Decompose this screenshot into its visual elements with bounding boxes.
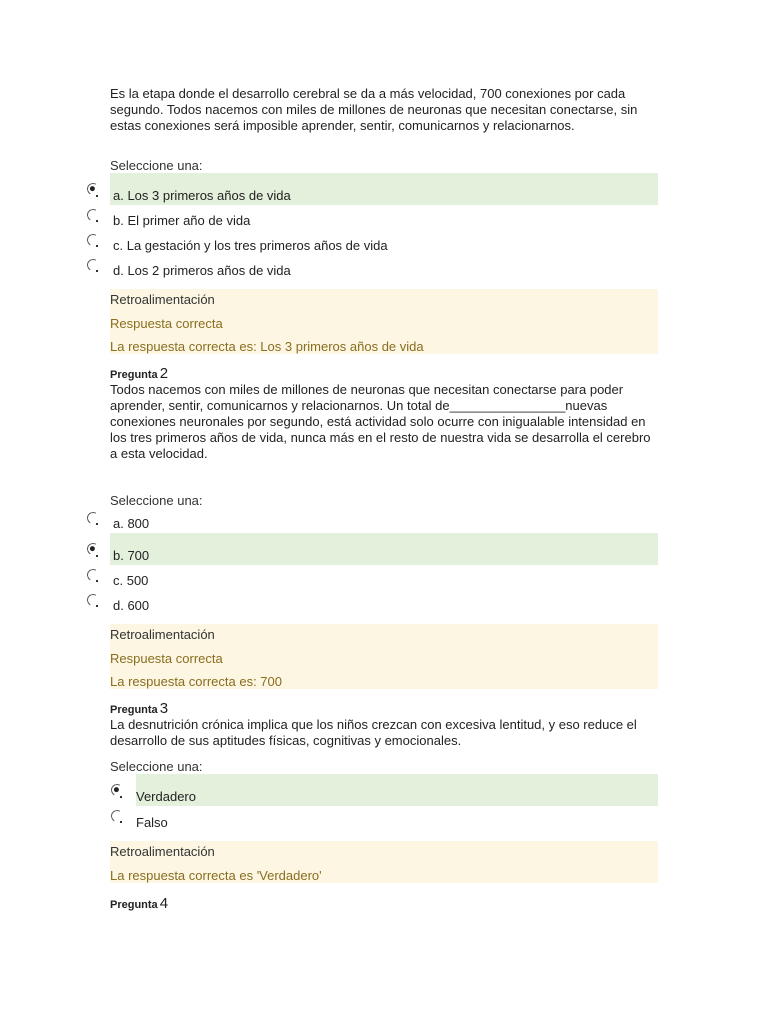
feedback-title: Retroalimentación	[110, 292, 215, 307]
q1-radio-d[interactable]	[86, 258, 101, 273]
question-3-heading	[110, 700, 168, 717]
q3-option-true-label: Verdadero	[136, 789, 196, 804]
feedback-title: Retroalimentación	[110, 844, 215, 859]
question-number: 2	[159, 365, 169, 382]
feedback-title: Retroalimentación	[110, 627, 215, 642]
feedback-correct-answer: La respuesta correcta es 'Verdadero'	[110, 868, 322, 883]
q2-option-a-label: a. 800	[113, 516, 150, 531]
question-number: 4	[159, 895, 169, 912]
question-label: Pregunta	[110, 704, 158, 716]
question-3-select-prompt: Seleccione una:	[110, 759, 203, 774]
question-2-heading	[110, 365, 168, 382]
question-label: Pregunta	[110, 899, 158, 911]
q2-option-a[interactable]	[110, 501, 658, 533]
q2-option-d[interactable]	[110, 583, 658, 615]
q1-radio-b[interactable]	[86, 208, 101, 223]
q3-option-false-label: Falso	[136, 815, 168, 830]
q2-radio-b[interactable]	[86, 542, 101, 557]
radio-dot-icon	[96, 270, 98, 272]
q2-radio-a[interactable]	[86, 511, 101, 526]
radio-dot-icon	[96, 195, 98, 197]
q2-option-d-label: d. 600	[113, 598, 150, 613]
question-2-select-prompt: Seleccione una:	[110, 493, 203, 508]
q3-option-false[interactable]	[110, 800, 658, 832]
radio-dot-icon	[96, 220, 98, 222]
q1-option-a-label: a. Los 3 primeros años de vida	[113, 188, 291, 203]
radio-dot-icon	[120, 821, 122, 823]
feedback-status: Respuesta correcta	[110, 316, 223, 331]
question-number: 3	[159, 700, 169, 717]
q2-radio-d[interactable]	[86, 593, 101, 608]
radio-dot-icon	[120, 796, 122, 798]
q2-option-c-label: c. 500	[113, 573, 149, 588]
q1-radio-c[interactable]	[86, 233, 101, 248]
question-1-select-prompt: Seleccione una:	[110, 158, 203, 173]
q1-option-d[interactable]	[110, 248, 658, 280]
question-4-heading	[110, 895, 168, 912]
q1-option-d-label: d. Los 2 primeros años de vida	[113, 263, 291, 278]
radio-dot-icon	[96, 523, 98, 525]
question-3-feedback	[110, 841, 658, 883]
question-3-text: La desnutrición crónica implica que los niños crezcan con excesiva lentitud, y eso reduce el desarrollo de sus aptitudes físicas, cognitivas y emocionales.	[110, 717, 637, 748]
radio-dot-icon	[96, 245, 98, 247]
question-1-text: Es la etapa donde el desarrollo cerebral se da a más velocidad, 700 conexiones por cada segundo. Todos nacemos con miles de millones de neuronas que necesitan conectarse, sin estas conexiones será imposible aprender, sentir, comunicarnos y relacionarnos.	[110, 86, 638, 133]
feedback-correct-answer: La respuesta correcta es: Los 3 primeros años de vida	[110, 339, 424, 354]
question-2-feedback	[110, 624, 658, 689]
question-2-text: Todos nacemos con miles de millones de neuronas que necesitan conectarse para poder aprender, sentir, comunicarnos y relacionarnos. Un total de________________nuevas conexiones neuronales por segundo, está actividad solo ocurre con inigualable intensidad en los tres primeros años de vida, nunca más en el resto de nuestra vida se desarrolla el cerebro a esta velocidad.	[110, 382, 651, 461]
radio-dot-icon	[96, 580, 98, 582]
question-label: Pregunta	[110, 369, 158, 381]
feedback-correct-answer: La respuesta correcta es: 700	[110, 674, 282, 689]
question-1-feedback	[110, 289, 658, 354]
q1-option-c-label: c. La gestación y los tres primeros años de vida	[113, 238, 388, 253]
radio-dot-icon	[96, 605, 98, 607]
radio-dot-icon	[96, 555, 98, 557]
q2-radio-c[interactable]	[86, 568, 101, 583]
q1-option-b-label: b. El primer año de vida	[113, 213, 251, 228]
feedback-status: Respuesta correcta	[110, 651, 223, 666]
q2-option-b-label: b. 700	[113, 548, 150, 563]
q1-radio-a[interactable]	[86, 182, 101, 197]
